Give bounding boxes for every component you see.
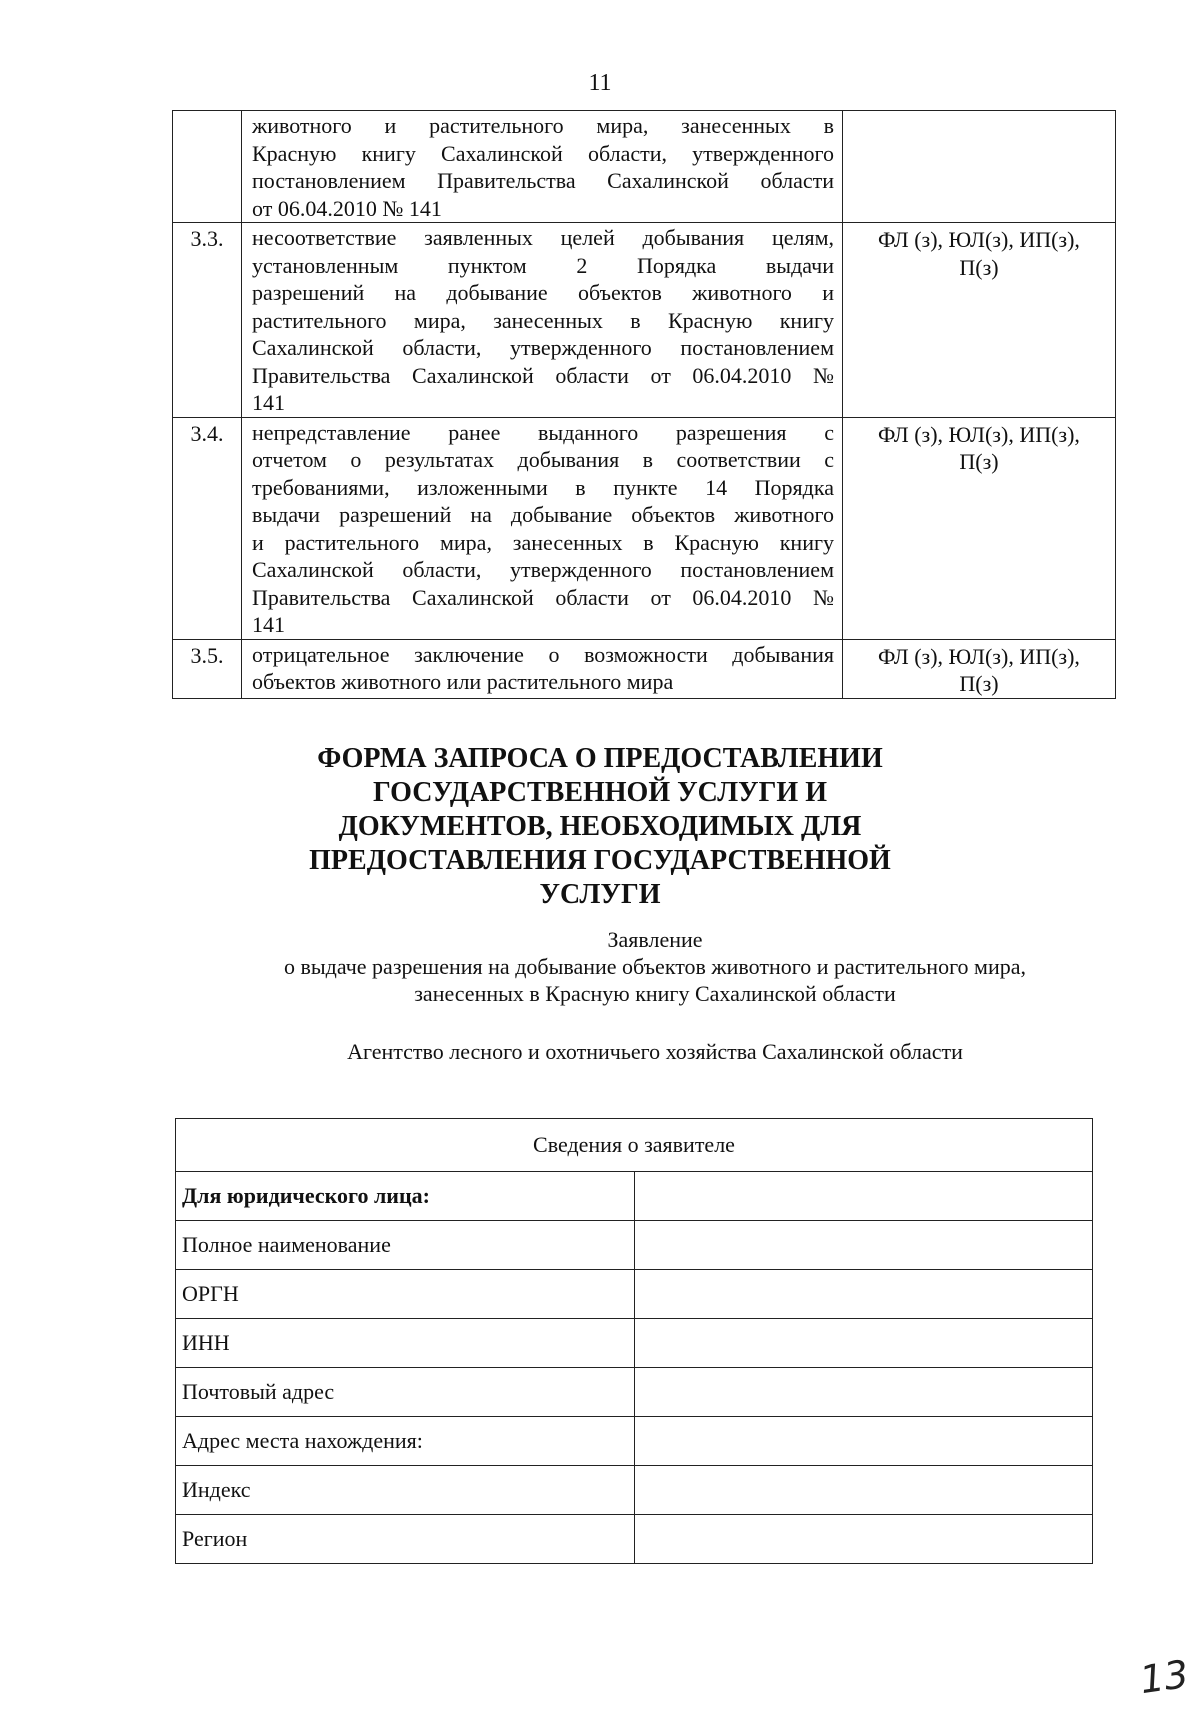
criteria-text-line: Сахалинской области, утвержденного постановлением <box>252 335 834 360</box>
application-heading <box>0 926 1200 1007</box>
criteria-number: 3.4. <box>173 417 242 639</box>
application-title: Заявление <box>607 927 703 952</box>
applicant-field-label: Для юридического лица: <box>176 1172 635 1221</box>
applicant-row <box>176 1515 1093 1564</box>
criteria-text-line: непредставление ранее выданного разрешения с <box>252 419 834 445</box>
criteria-text <box>242 223 843 418</box>
criteria-text-line: Правительства Сахалинской области от 06.04.2010 № <box>252 584 834 610</box>
criteria-text-line: отрицательное заключение о возможности добывания <box>252 641 834 667</box>
applicant-field-value[interactable] <box>634 1368 1093 1417</box>
applicant-row <box>176 1466 1093 1515</box>
applicant-category <box>843 417 1116 639</box>
applicant-field-value[interactable] <box>634 1466 1093 1515</box>
criteria-text-line: разрешений на добывание объектов животного и <box>252 280 834 305</box>
criteria-text-line: установленным пунктом 2 Порядка выдачи <box>252 252 834 278</box>
form-title-line: ПРЕДОСТАВЛЕНИЯ ГОСУДАРСТВЕННОЙ <box>309 845 891 876</box>
applicant-category <box>843 223 1116 418</box>
page-number: 11 <box>588 70 612 96</box>
criteria-number <box>173 111 242 223</box>
criteria-text-line: объектов животного или растительного мира <box>252 669 674 694</box>
applicant-category <box>843 111 1116 223</box>
criteria-text-line: Красную книгу Сахалинской области, утвержденного <box>252 140 834 166</box>
criteria-text <box>242 111 843 223</box>
applicant-row <box>176 1270 1093 1319</box>
form-title <box>0 742 1200 912</box>
applicant-category-line: П(з) <box>959 671 999 696</box>
agency-name: Агентство лесного и охотничьего хозяйства Сахалинской области <box>347 1039 963 1064</box>
applicant-field-value[interactable] <box>634 1417 1093 1466</box>
criteria-text-line: Правительства Сахалинской области от 06.04.2010 № <box>252 362 834 388</box>
criteria-text-line: отчетом о результатах добывания в соответствии с <box>252 447 834 472</box>
applicant-field-label: ИНН <box>176 1319 635 1368</box>
applicant-category-line: П(з) <box>959 449 999 474</box>
criteria-row <box>173 111 1116 223</box>
criteria-text-line: несоответствие заявленных целей добывания целям, <box>252 225 834 250</box>
criteria-text <box>242 417 843 639</box>
applicant-field-label: Почтовый адрес <box>176 1368 635 1417</box>
application-subtitle-line: занесенных в Красную книгу Сахалинской области <box>414 981 896 1006</box>
applicant-row <box>176 1417 1093 1466</box>
handwritten-page-number: 13 <box>1137 1651 1192 1703</box>
applicant-field-value[interactable] <box>634 1172 1093 1221</box>
criteria-text-line: требованиями, изложенными в пункте 14 Порядка <box>252 474 834 500</box>
criteria-number: 3.5. <box>173 639 242 698</box>
applicant-field-label: Индекс <box>176 1466 635 1515</box>
applicant-field-value[interactable] <box>634 1319 1093 1368</box>
applicant-table-header: Сведения о заявителе <box>176 1119 1093 1172</box>
criteria-text <box>242 639 843 698</box>
applicant-field-value[interactable] <box>634 1270 1093 1319</box>
applicant-category-line: ФЛ (з), ЮЛ(з), ИП(з), <box>878 421 1080 447</box>
applicant-info-table <box>175 1118 1093 1564</box>
criteria-text-line: Сахалинской области, утвержденного постановлением <box>252 557 834 582</box>
applicant-field-label: Полное наименование <box>176 1221 635 1270</box>
criteria-text-line: постановлением Правительства Сахалинской области <box>252 168 834 193</box>
applicant-field-value[interactable] <box>634 1515 1093 1564</box>
criteria-text-line: выдачи разрешений на добывание объектов животного <box>252 502 834 527</box>
criteria-text-line: 141 <box>252 390 285 415</box>
form-title-line: УСЛУГИ <box>539 879 661 910</box>
applicant-row <box>176 1172 1093 1221</box>
applicant-category <box>843 639 1116 698</box>
criteria-row <box>173 417 1116 639</box>
criteria-text-line: 141 <box>252 612 285 637</box>
criteria-row <box>173 223 1116 418</box>
applicant-category-line: П(з) <box>959 254 999 280</box>
criteria-text-line: и растительного мира, занесенных в Красную книгу <box>252 529 834 555</box>
refusal-criteria-table <box>172 110 1116 699</box>
applicant-category-line: ФЛ (з), ЮЛ(з), ИП(з), <box>878 227 1080 252</box>
applicant-category-line: ФЛ (з), ЮЛ(з), ИП(з), <box>878 643 1080 669</box>
application-subtitle-line: о выдаче разрешения на добывание объектов животного и растительного мира, <box>283 954 1027 979</box>
applicant-field-label: Регион <box>176 1515 635 1564</box>
form-title-line: ДОКУМЕНТОВ, НЕОБХОДИМЫХ ДЛЯ <box>338 811 862 842</box>
criteria-number: 3.3. <box>173 223 242 418</box>
form-title-line: ГОСУДАРСТВЕННОЙ УСЛУГИ И <box>373 777 827 808</box>
form-title-line: ФОРМА ЗАПРОСА О ПРЕДОСТАВЛЕНИИ <box>317 743 883 774</box>
applicant-field-label: ОРГН <box>176 1270 635 1319</box>
criteria-row <box>173 639 1116 698</box>
applicant-row <box>176 1368 1093 1417</box>
criteria-text-line: растительного мира, занесенных в Красную книгу <box>252 307 834 333</box>
criteria-text-line: от 06.04.2010 № 141 <box>252 195 442 221</box>
criteria-text-line: животного и растительного мира, занесенных в <box>252 113 834 138</box>
applicant-row <box>176 1221 1093 1270</box>
applicant-field-value[interactable] <box>634 1221 1093 1270</box>
applicant-row <box>176 1319 1093 1368</box>
applicant-field-label: Адрес места нахождения: <box>176 1417 635 1466</box>
